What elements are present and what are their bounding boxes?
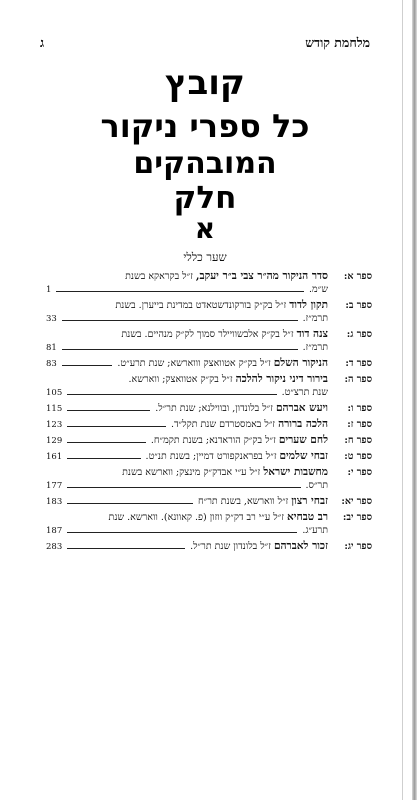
toc-leader-line xyxy=(67,457,140,459)
toc-entry xyxy=(46,540,372,553)
toc-entry-line xyxy=(46,434,372,447)
toc-leader-line xyxy=(67,441,146,443)
toc-leader-line xyxy=(67,393,276,395)
toc-entry-line xyxy=(46,466,372,479)
toc-entry xyxy=(46,299,372,325)
toc-entry-details: ז״ל בפראנקפורט דמיין; בשנת תנ״ט. xyxy=(145,451,280,462)
toc-page-number: 123 xyxy=(46,420,63,430)
toc-leader-line xyxy=(67,502,193,504)
toc-entry xyxy=(46,434,372,447)
toc-entry xyxy=(46,402,372,415)
toc-spacer xyxy=(46,553,372,556)
toc-entry-text xyxy=(171,418,328,431)
toc-page-number: 183 xyxy=(46,497,63,507)
toc-page-number: 283 xyxy=(46,542,63,552)
toc-entry-book-title: ויעש אברהם xyxy=(275,402,328,414)
toc-page-number: 105 xyxy=(46,388,63,398)
toc-entry xyxy=(46,511,372,537)
toc-entry-book-title: רב טבחיא xyxy=(287,511,328,523)
toc-entry-text xyxy=(146,450,328,463)
toc-entry-details: ז״ל בק״ק אלבשוויילר סמוך לק״ק מנהיים. בשנת xyxy=(121,329,297,340)
toc-entry-book-title: זבחי שלמים xyxy=(279,450,328,462)
toc-entry-book-title: סדר הניקור מה״ר צבי ב״ר יעקב, xyxy=(195,270,328,282)
toc-entry-book-title: הניקור השלם xyxy=(273,357,328,369)
toc-entry xyxy=(46,373,372,399)
toc-leader-line xyxy=(67,486,300,488)
toc-entry-year: תרמ״ז. xyxy=(302,313,328,324)
toc-entry xyxy=(46,495,372,508)
toc-entry-label: ספר ז: xyxy=(347,419,372,430)
toc-leader-line xyxy=(67,531,297,533)
toc-entry-line xyxy=(46,418,372,431)
toc-entry-year: תר״ס. xyxy=(305,480,328,491)
title-line-3: המובהקים xyxy=(133,146,277,181)
toc-leader-line xyxy=(56,290,304,292)
table-of-contents xyxy=(46,270,372,556)
running-header xyxy=(40,35,370,51)
toc-entry-label: ספר ט: xyxy=(344,451,372,462)
toc-page-number: 83 xyxy=(46,359,57,369)
toc-entry-book-title: לחם שערים xyxy=(278,434,328,446)
toc-entry xyxy=(46,466,372,492)
toc-page-number: 1 xyxy=(46,285,52,295)
toc-entry-line xyxy=(46,511,372,524)
toc-leader-line xyxy=(62,348,298,350)
toc-entry-label: ספר ד: xyxy=(345,358,372,369)
toc-entry-book-title: צנה דוד xyxy=(296,328,328,340)
toc-entry-text xyxy=(46,299,328,312)
toc-entry-year: שנת תרצ״ט. xyxy=(281,387,328,398)
toc-entry-label: ספר יב: xyxy=(342,512,372,523)
toc-entry xyxy=(46,450,372,463)
toc-entry-label: ספר ה: xyxy=(344,374,372,385)
toc-entry-book-title: זכור לאברהם xyxy=(273,540,328,552)
toc-entry-details: ז״ל באמסטרדם שנת תקל״ד. xyxy=(170,419,279,430)
toc-leader-line xyxy=(67,409,150,411)
toc-entry-line xyxy=(46,402,372,415)
volume-letter: א xyxy=(194,212,216,245)
toc-entry-continuation xyxy=(46,524,372,537)
toc-entry-details: ז״ל ע״י רב דק״ק ווזון (פ. קאוונא). ווארשא. שנת xyxy=(108,512,287,523)
toc-entry-label: ספר ח: xyxy=(344,435,372,446)
toc-entry-details: ז״ל בק״ק אטוואצק; ווארשא. xyxy=(128,374,236,385)
toc-entry-text xyxy=(190,540,328,553)
toc-entry-year: תרמ״ז. xyxy=(302,342,328,353)
toc-entry-line xyxy=(46,270,372,283)
toc-entry xyxy=(46,357,372,370)
section-subtitle: שער כללי xyxy=(183,250,227,264)
toc-entry-details: ז״ל ע״י אבדק״ק מינצק; ווארשא בשנת xyxy=(122,467,264,478)
toc-page-number: 33 xyxy=(46,314,57,324)
page-fold-line xyxy=(402,0,403,800)
toc-entry xyxy=(46,270,372,296)
toc-entry-line xyxy=(46,495,372,508)
toc-entry xyxy=(46,328,372,354)
title-line-1: קובץ xyxy=(165,63,245,103)
toc-entry-line xyxy=(46,357,372,370)
toc-entry-details: ז״ל בקראקא בשנת xyxy=(125,271,196,282)
toc-leader-line xyxy=(67,425,166,427)
toc-entry xyxy=(46,418,372,431)
toc-entry-book-title: מחשבות ישראל xyxy=(263,466,328,478)
toc-entry-continuation xyxy=(46,386,372,399)
toc-entry-details: ז״ל בק״ק הוראדנא; בשנת תקמ״ח. xyxy=(150,435,279,446)
toc-entry-book-title: בירור דיני ניקור להלכה xyxy=(235,373,328,385)
toc-entry-label: ספר א: xyxy=(343,271,372,282)
toc-entry-text xyxy=(46,511,328,524)
toc-entry-details: ז״ל בלונדון שנת תר״ל. xyxy=(190,541,274,552)
toc-entry-book-title: תקון לדוד xyxy=(289,299,328,311)
toc-entry-text xyxy=(151,434,328,447)
page-number-letter: ג xyxy=(40,35,45,50)
toc-entry-text xyxy=(46,328,328,341)
toc-entry-line xyxy=(46,540,372,553)
title-line-2: כל ספרי ניקור xyxy=(100,107,310,145)
toc-entry-text xyxy=(198,495,328,508)
toc-entry-label: ספר ו: xyxy=(347,403,372,414)
toc-leader-line xyxy=(67,547,185,549)
toc-entry-continuation xyxy=(46,283,372,296)
toc-entry-text xyxy=(155,402,328,415)
toc-entry-continuation xyxy=(46,341,372,354)
toc-entry-label: ספר ב: xyxy=(345,300,372,311)
toc-entry-book-title: הלכה ברורה xyxy=(278,418,328,430)
toc-leader-line xyxy=(62,319,298,321)
toc-page-number: 115 xyxy=(46,404,63,414)
toc-page-number: 161 xyxy=(46,452,63,462)
volume-label: חלק xyxy=(173,180,237,216)
toc-page-number: 129 xyxy=(46,436,63,446)
toc-entry-label: ספר יג: xyxy=(344,541,372,552)
toc-page-number: 81 xyxy=(46,343,57,353)
toc-entry-line xyxy=(46,328,372,341)
toc-entry-year: תרע״ג. xyxy=(302,525,328,536)
toc-entry-details: ז״ל ווארשא, בשנת תר״ח xyxy=(198,496,292,507)
toc-entry-text xyxy=(46,373,328,386)
toc-entry-continuation xyxy=(46,312,372,325)
toc-entry-line xyxy=(46,299,372,312)
toc-entry-label: ספר יא: xyxy=(341,496,372,507)
toc-entry-text xyxy=(117,357,328,370)
toc-page-number: 177 xyxy=(46,481,63,491)
toc-entry-year: ש״מ. xyxy=(309,284,328,295)
toc-entry-continuation xyxy=(46,479,372,492)
toc-entry-details: ז״ל בלונדון, ובווילנא; שנת תר״ל. xyxy=(155,403,276,414)
toc-entry-label: ספר ג: xyxy=(346,329,372,340)
page-binding-edge xyxy=(412,0,417,800)
toc-entry-text xyxy=(46,466,328,479)
running-header-title: מלחמת קודש xyxy=(305,35,370,50)
toc-entry-details: ז״ל בק״ק אטוואצק וווארשא; שנת תרע״ט. xyxy=(117,358,274,369)
toc-entry-line xyxy=(46,450,372,463)
toc-page-number: 187 xyxy=(46,526,63,536)
toc-leader-line xyxy=(62,364,113,366)
toc-entry-book-title: זבחי רצון xyxy=(291,495,328,507)
toc-entry-line xyxy=(46,373,372,386)
toc-entry-text xyxy=(46,270,328,283)
toc-entry-label: ספר י: xyxy=(347,467,372,478)
toc-entry-details: ז״ל בק״ק בורקונדשטאדט במדינת בייערן. בשנת xyxy=(115,300,290,311)
